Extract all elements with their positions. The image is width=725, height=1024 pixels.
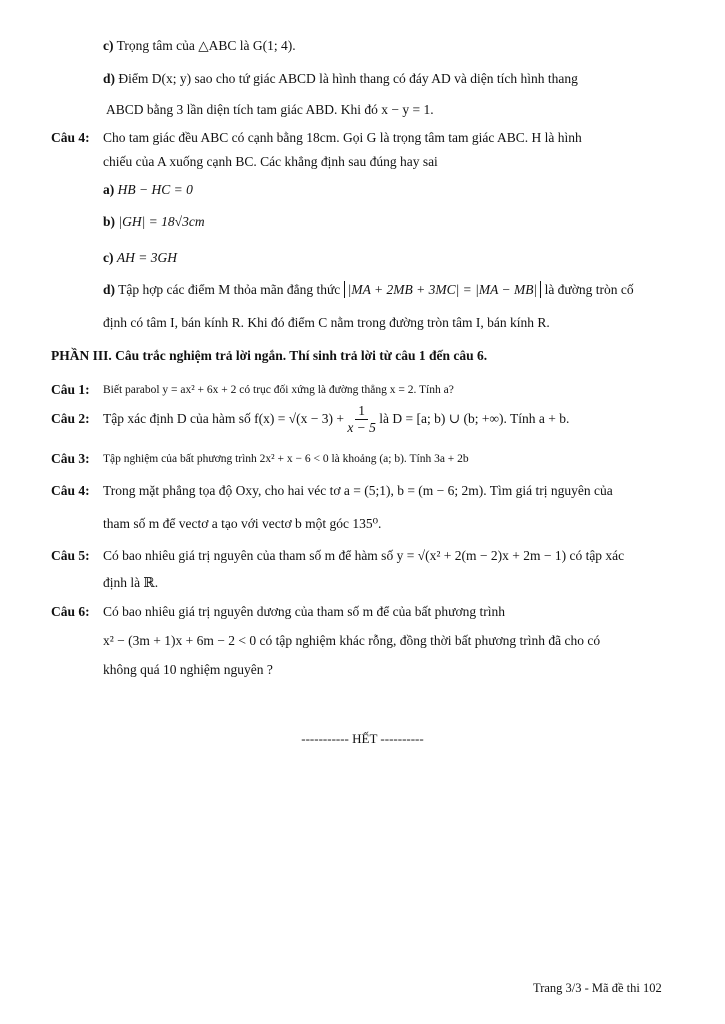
cau4-d-row [103,281,634,299]
q3-label: Câu 3: [51,451,90,466]
cau4-d-label: d) [103,282,116,297]
q6-label: Câu 6: [51,604,90,619]
item-c-label: c) [103,38,114,53]
cau4-a-row [103,181,193,199]
item-d-row [103,70,578,88]
q4-text-1: Trong mặt phẳng tọa độ Oxy, cho hai véc tơ a = (5;1), b = (m − 6; 2m). Tìm giá trị nguyên của [103,483,613,498]
cau4-d-text-2: định có tâm I, bán kính R. Khi đó điểm C nằm trong đường tròn tâm I, bán kính R. [103,315,550,330]
cau4-a-text: HB − HC = 0 [117,182,193,197]
item-d-text-2: ABCD bằng 3 lần diện tích tam giác ABD. Khi đó x − y = 1. [106,102,434,117]
cau4-c-row [103,249,177,267]
cau4-d-text-1c: là đường tròn cố [544,282,634,297]
q2-text-b: là D = [a; b) ∪ (b; +∞). Tính a + b. [379,411,570,426]
item-d-label: d) [103,71,116,86]
part3-heading: PHẦN III. Câu trắc nghiệm trả lời ngắn. Thí sinh trả lời từ câu 1 đến câu 6. [51,348,488,363]
q4-text-2: tham số m để vectơ a tạo với vectơ b một góc 135⁰. [103,516,382,531]
q2-frac-num: 1 [355,403,368,420]
cau4-text-1: Cho tam giác đều ABC có cạnh bằng 18cm. Gọi G là trọng tâm tam giác ABC. H là hình [103,130,582,145]
q5-label: Câu 5: [51,548,90,563]
q1-label: Câu 1: [51,382,90,397]
q2-text-a: Tập xác định D của hàm số f(x) = √(x − 3) + [103,411,344,426]
q2-fraction [347,403,376,436]
cau4-c-label: c) [103,250,114,265]
item-c-text: Trọng tâm của △ABC là G(1; 4). [116,38,296,53]
q2-frac-den: x − 5 [347,420,376,436]
item-c-row [103,37,296,55]
q1-text: Biết parabol y = ax² + 6x + 2 có trục đối xứng là đường thẳng x = 2. Tính a? [103,384,454,396]
q3-text: Tập nghiệm của bất phương trình 2x² + x − 6 < 0 là khoảng (a; b). Tính 3a + 2b [103,453,469,465]
q4-label: Câu 4: [51,483,90,498]
cau4-a-label: a) [103,182,115,197]
q5-text-2: định là ℝ. [103,575,159,590]
cau4-b-text: |GH| = 18√3cm [118,214,205,229]
q6-text-3: không quá 10 nghiệm nguyên ? [103,662,273,677]
cau4-c-text: AH = 3GH [116,250,177,265]
cau4-b-row [103,213,205,231]
page-footer: Trang 3/3 - Mã đề thi 102 [533,981,662,995]
cau4-label: Câu 4: [51,130,90,145]
q6-text-1: Có bao nhiêu giá trị nguyên dương của tham số m để của bất phương trình [103,604,505,619]
cau4-b-label: b) [103,214,116,229]
cau4-d-equation: |MA + 2MB + 3MC| = |MA − MB| [344,281,542,298]
q2-row [103,401,569,437]
q2-label: Câu 2: [51,411,90,426]
q5-text-1: Có bao nhiêu giá trị nguyên của tham số m để hàm số y = √(x² + 2(m − 2)x + 2m − 1) có tập xác [103,548,625,563]
item-d-text-1: Điểm D(x; y) sao cho tứ giác ABCD là hình thang có đáy AD và diện tích hình thang [118,71,578,86]
end-marker: ----------- HẾT ---------- [301,731,424,746]
q6-text-2: x² − (3m + 1)x + 6m − 2 < 0 có tập nghiệm khác rỗng, đồng thời bất phương trình đã cho có [103,633,601,648]
cau4-d-text-1a: Tập hợp các điểm M thỏa mãn đẳng thức [118,282,341,297]
cau4-text-2: chiếu của A xuống cạnh BC. Các khẳng định sau đúng hay sai [103,154,438,169]
